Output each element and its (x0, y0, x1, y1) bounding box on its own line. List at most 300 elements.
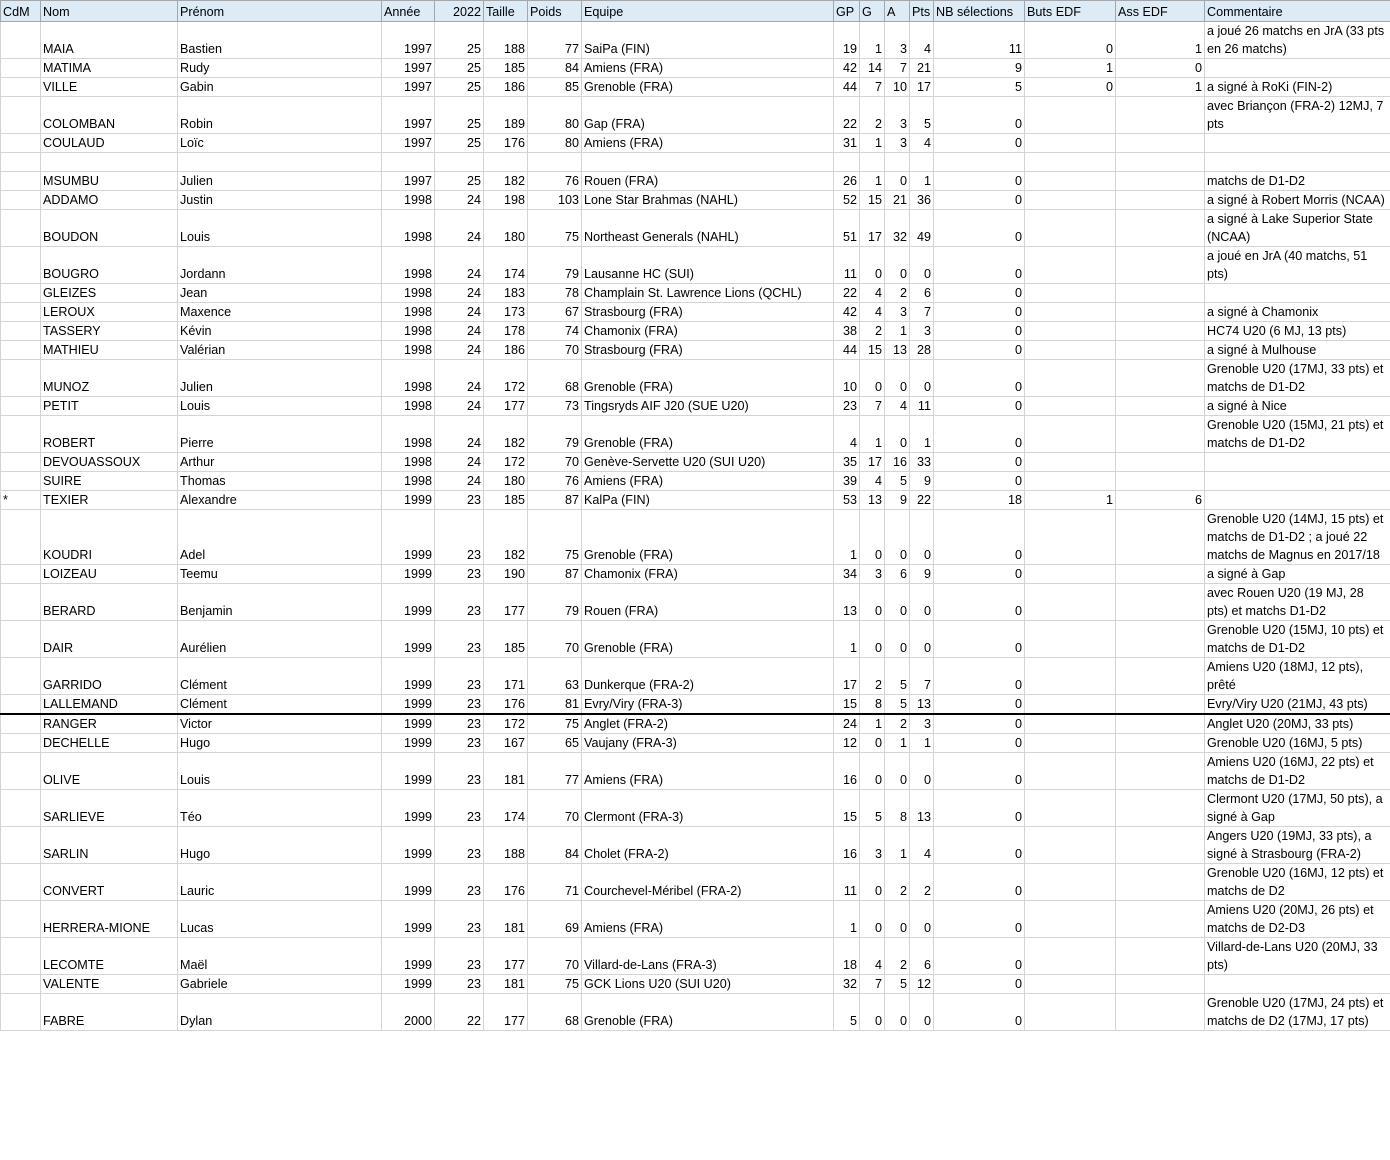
cell-ass-edf[interactable] (1116, 191, 1205, 210)
cell-cdm[interactable] (1, 714, 41, 734)
cell-nom[interactable]: KOUDRI (41, 510, 178, 565)
cell-prenom[interactable]: Julien (178, 360, 382, 397)
cell-taille[interactable]: 180 (484, 472, 528, 491)
cell-commentaire[interactable]: matchs de D1-D2 (1205, 172, 1390, 191)
cell-g[interactable]: 3 (860, 565, 885, 584)
cell-cdm[interactable] (1, 510, 41, 565)
cell-age-2022[interactable]: 23 (435, 621, 484, 658)
cell-poids[interactable]: 70 (528, 790, 582, 827)
cell-commentaire[interactable]: a joué 26 matchs en JrA (33 pts en 26 matchs) (1205, 22, 1390, 59)
cell-poids[interactable]: 76 (528, 172, 582, 191)
cell-prenom[interactable]: Bastien (178, 22, 382, 59)
cell-poids[interactable]: 79 (528, 416, 582, 453)
cell-prenom[interactable]: Louis (178, 753, 382, 790)
cell-buts-edf[interactable] (1025, 714, 1116, 734)
cell-taille[interactable]: 171 (484, 658, 528, 695)
cell-gp[interactable]: 15 (834, 695, 860, 715)
cell-nom[interactable]: RANGER (41, 714, 178, 734)
cell-cdm[interactable] (1, 22, 41, 59)
cell-prenom[interactable]: Arthur (178, 453, 382, 472)
cell-a[interactable]: 2 (885, 714, 910, 734)
cell-annee[interactable]: 1999 (382, 584, 435, 621)
cell-nb-selections[interactable]: 0 (934, 360, 1025, 397)
cell-ass-edf[interactable] (1116, 322, 1205, 341)
cell-commentaire[interactable]: Amiens U20 (16MJ, 22 pts) et matchs de D1-D2 (1205, 753, 1390, 790)
cell-a[interactable]: 0 (885, 247, 910, 284)
cell-commentaire[interactable]: Grenoble U20 (17MJ, 33 pts) et matchs de D1-D2 (1205, 360, 1390, 397)
cell-cdm[interactable] (1, 753, 41, 790)
column-header-nb-selections[interactable]: NB sélections (934, 1, 1025, 22)
cell-nb-selections[interactable]: 9 (934, 59, 1025, 78)
cell-gp[interactable]: 53 (834, 491, 860, 510)
cell-nb-selections[interactable]: 0 (934, 397, 1025, 416)
cell-pts[interactable]: 0 (910, 753, 934, 790)
column-header-nom[interactable]: Nom (41, 1, 178, 22)
cell-age-2022[interactable]: 24 (435, 397, 484, 416)
cell-equipe[interactable]: Dunkerque (FRA-2) (582, 658, 834, 695)
cell-g[interactable]: 0 (860, 734, 885, 753)
cell-nb-selections[interactable]: 0 (934, 284, 1025, 303)
cell-age-2022[interactable]: 24 (435, 472, 484, 491)
cell-pts[interactable]: 0 (910, 584, 934, 621)
cell-age-2022[interactable]: 23 (435, 864, 484, 901)
cell-cdm[interactable] (1, 621, 41, 658)
cell-nb-selections[interactable]: 11 (934, 22, 1025, 59)
cell-nom[interactable]: FABRE (41, 994, 178, 1031)
cell-taille[interactable]: 181 (484, 753, 528, 790)
cell-annee[interactable]: 1997 (382, 97, 435, 134)
cell-prenom[interactable]: Hugo (178, 734, 382, 753)
cell-nom[interactable]: VALENTE (41, 975, 178, 994)
cell-taille[interactable]: 173 (484, 303, 528, 322)
cell-cdm[interactable] (1, 210, 41, 247)
cell-poids[interactable]: 79 (528, 584, 582, 621)
cell-a[interactable]: 3 (885, 303, 910, 322)
cell-gp[interactable]: 52 (834, 191, 860, 210)
cell-prenom[interactable]: Julien (178, 172, 382, 191)
cell-g[interactable]: 0 (860, 510, 885, 565)
cell-ass-edf[interactable] (1116, 584, 1205, 621)
cell-taille[interactable]: 177 (484, 938, 528, 975)
cell-pts[interactable]: 11 (910, 397, 934, 416)
cell-commentaire[interactable] (1205, 472, 1390, 491)
cell-ass-edf[interactable] (1116, 210, 1205, 247)
cell-equipe[interactable]: Grenoble (FRA) (582, 416, 834, 453)
cell-g[interactable]: 0 (860, 901, 885, 938)
cell-buts-edf[interactable] (1025, 975, 1116, 994)
cell-poids[interactable]: 87 (528, 491, 582, 510)
cell-annee[interactable]: 1998 (382, 397, 435, 416)
cell-pts[interactable]: 7 (910, 658, 934, 695)
cell-ass-edf[interactable] (1116, 303, 1205, 322)
cell-g[interactable]: 7 (860, 975, 885, 994)
column-header-equipe[interactable]: Equipe (582, 1, 834, 22)
cell-a[interactable]: 0 (885, 416, 910, 453)
cell-taille[interactable]: 183 (484, 284, 528, 303)
cell-taille[interactable]: 177 (484, 584, 528, 621)
cell-prenom[interactable]: Téo (178, 790, 382, 827)
cell-nb-selections[interactable]: 0 (934, 753, 1025, 790)
cell-age-2022[interactable]: 23 (435, 753, 484, 790)
cell-poids[interactable]: 68 (528, 994, 582, 1031)
cell-pts[interactable]: 9 (910, 565, 934, 584)
cell-buts-edf[interactable] (1025, 341, 1116, 360)
cell-gp[interactable]: 4 (834, 416, 860, 453)
cell-ass-edf[interactable] (1116, 565, 1205, 584)
cell-ass-edf[interactable] (1116, 172, 1205, 191)
cell-commentaire[interactable]: avec Rouen U20 (19 MJ, 28 pts) et matchs D1-D2 (1205, 584, 1390, 621)
cell-poids[interactable]: 69 (528, 901, 582, 938)
cell-cdm[interactable] (1, 938, 41, 975)
cell-age-2022[interactable]: 24 (435, 416, 484, 453)
cell-equipe[interactable]: Anglet (FRA-2) (582, 714, 834, 734)
cell-age-2022[interactable]: 23 (435, 975, 484, 994)
cell-a[interactable]: 9 (885, 491, 910, 510)
cell-taille[interactable]: 185 (484, 621, 528, 658)
cell-prenom[interactable]: Victor (178, 714, 382, 734)
cell-equipe[interactable]: Chamonix (FRA) (582, 322, 834, 341)
cell-gp[interactable]: 23 (834, 397, 860, 416)
cell-age-2022[interactable]: 24 (435, 360, 484, 397)
cell-g[interactable]: 17 (860, 453, 885, 472)
cell-equipe[interactable]: Strasbourg (FRA) (582, 341, 834, 360)
cell-ass-edf[interactable] (1116, 734, 1205, 753)
cell-poids[interactable]: 74 (528, 322, 582, 341)
cell-age-2022[interactable]: 23 (435, 827, 484, 864)
cell-age-2022[interactable]: 24 (435, 284, 484, 303)
cell-ass-edf[interactable]: 0 (1116, 59, 1205, 78)
cell-nb-selections[interactable]: 0 (934, 565, 1025, 584)
column-header-annee[interactable]: Année (382, 1, 435, 22)
cell-a[interactable]: 2 (885, 284, 910, 303)
cell-nb-selections[interactable]: 0 (934, 827, 1025, 864)
column-header-taille[interactable]: Taille (484, 1, 528, 22)
cell-g[interactable]: 1 (860, 22, 885, 59)
cell-buts-edf[interactable] (1025, 827, 1116, 864)
cell-equipe[interactable]: Grenoble (FRA) (582, 510, 834, 565)
cell-a[interactable]: 0 (885, 172, 910, 191)
cell-taille[interactable]: 182 (484, 510, 528, 565)
cell-commentaire[interactable]: Angers U20 (19MJ, 33 pts), a signé à Strasbourg (FRA-2) (1205, 827, 1390, 864)
cell-equipe[interactable]: Villard-de-Lans (FRA-3) (582, 938, 834, 975)
cell-commentaire[interactable]: Evry/Viry U20 (21MJ, 43 pts) (1205, 695, 1390, 715)
cell-nom[interactable]: BERARD (41, 584, 178, 621)
cell-nb-selections[interactable]: 0 (934, 472, 1025, 491)
cell-prenom[interactable]: Gabin (178, 78, 382, 97)
cell-a[interactable]: 4 (885, 397, 910, 416)
cell-equipe[interactable] (582, 153, 834, 172)
cell-pts[interactable]: 13 (910, 790, 934, 827)
cell-nom[interactable]: TASSERY (41, 322, 178, 341)
cell-age-2022[interactable]: 23 (435, 938, 484, 975)
cell-cdm[interactable] (1, 191, 41, 210)
cell-buts-edf[interactable] (1025, 360, 1116, 397)
cell-nb-selections[interactable]: 0 (934, 864, 1025, 901)
cell-gp[interactable]: 35 (834, 453, 860, 472)
cell-pts[interactable]: 5 (910, 97, 934, 134)
cell-poids[interactable]: 77 (528, 753, 582, 790)
cell-a[interactable]: 13 (885, 341, 910, 360)
cell-cdm[interactable] (1, 994, 41, 1031)
cell-equipe[interactable]: Grenoble (FRA) (582, 994, 834, 1031)
cell-cdm[interactable] (1, 303, 41, 322)
cell-a[interactable]: 0 (885, 753, 910, 790)
cell-cdm[interactable] (1, 397, 41, 416)
cell-taille[interactable]: 186 (484, 78, 528, 97)
cell-poids[interactable]: 68 (528, 360, 582, 397)
cell-g[interactable]: 0 (860, 360, 885, 397)
cell-age-2022[interactable]: 23 (435, 695, 484, 715)
cell-nb-selections[interactable]: 0 (934, 210, 1025, 247)
cell-annee[interactable]: 1998 (382, 453, 435, 472)
cell-g[interactable]: 0 (860, 864, 885, 901)
cell-prenom[interactable]: Louis (178, 210, 382, 247)
cell-nom[interactable]: DECHELLE (41, 734, 178, 753)
cell-equipe[interactable]: Genève-Servette U20 (SUI U20) (582, 453, 834, 472)
cell-equipe[interactable]: Grenoble (FRA) (582, 360, 834, 397)
cell-age-2022[interactable]: 23 (435, 565, 484, 584)
cell-equipe[interactable]: Vaujany (FRA-3) (582, 734, 834, 753)
cell-nb-selections[interactable]: 0 (934, 695, 1025, 715)
cell-poids[interactable]: 84 (528, 59, 582, 78)
cell-nb-selections[interactable]: 0 (934, 416, 1025, 453)
cell-prenom[interactable]: Dylan (178, 994, 382, 1031)
cell-cdm[interactable] (1, 695, 41, 715)
cell-a[interactable]: 1 (885, 827, 910, 864)
cell-buts-edf[interactable] (1025, 472, 1116, 491)
cell-annee[interactable]: 1997 (382, 59, 435, 78)
cell-taille[interactable]: 185 (484, 491, 528, 510)
cell-taille[interactable]: 190 (484, 565, 528, 584)
cell-prenom[interactable]: Maxence (178, 303, 382, 322)
cell-commentaire[interactable]: a joué en JrA (40 matchs, 51 pts) (1205, 247, 1390, 284)
cell-commentaire[interactable]: Villard-de-Lans U20 (20MJ, 33 pts) (1205, 938, 1390, 975)
cell-a[interactable] (885, 153, 910, 172)
cell-age-2022[interactable]: 23 (435, 901, 484, 938)
column-header-gp[interactable]: GP (834, 1, 860, 22)
cell-ass-edf[interactable] (1116, 360, 1205, 397)
cell-annee[interactable]: 1999 (382, 827, 435, 864)
cell-nom[interactable]: BOUDON (41, 210, 178, 247)
cell-age-2022[interactable]: 23 (435, 714, 484, 734)
cell-poids[interactable]: 80 (528, 97, 582, 134)
cell-equipe[interactable]: Cholet (FRA-2) (582, 827, 834, 864)
cell-nom[interactable]: SARLIEVE (41, 790, 178, 827)
cell-gp[interactable]: 12 (834, 734, 860, 753)
cell-ass-edf[interactable] (1116, 621, 1205, 658)
cell-prenom[interactable]: Loïc (178, 134, 382, 153)
cell-ass-edf[interactable]: 1 (1116, 78, 1205, 97)
cell-a[interactable]: 0 (885, 510, 910, 565)
cell-nb-selections[interactable]: 0 (934, 510, 1025, 565)
cell-a[interactable]: 16 (885, 453, 910, 472)
cell-ass-edf[interactable] (1116, 134, 1205, 153)
cell-taille[interactable]: 172 (484, 453, 528, 472)
cell-a[interactable]: 7 (885, 59, 910, 78)
cell-age-2022[interactable] (435, 153, 484, 172)
cell-buts-edf[interactable] (1025, 153, 1116, 172)
cell-equipe[interactable]: Amiens (FRA) (582, 753, 834, 790)
cell-nom[interactable]: MAIA (41, 22, 178, 59)
cell-annee[interactable]: 2000 (382, 994, 435, 1031)
cell-age-2022[interactable]: 24 (435, 303, 484, 322)
cell-nb-selections[interactable]: 0 (934, 790, 1025, 827)
column-header-a[interactable]: A (885, 1, 910, 22)
cell-equipe[interactable]: Amiens (FRA) (582, 472, 834, 491)
cell-a[interactable]: 8 (885, 790, 910, 827)
cell-gp[interactable]: 11 (834, 247, 860, 284)
cell-pts[interactable]: 9 (910, 472, 934, 491)
cell-nom[interactable]: ROBERT (41, 416, 178, 453)
cell-age-2022[interactable]: 23 (435, 790, 484, 827)
cell-nom[interactable]: MATHIEU (41, 341, 178, 360)
cell-prenom[interactable]: Thomas (178, 472, 382, 491)
cell-buts-edf[interactable] (1025, 753, 1116, 790)
cell-gp[interactable]: 16 (834, 827, 860, 864)
cell-commentaire[interactable]: Anglet U20 (20MJ, 33 pts) (1205, 714, 1390, 734)
cell-annee[interactable]: 1998 (382, 416, 435, 453)
cell-ass-edf[interactable] (1116, 938, 1205, 975)
cell-g[interactable]: 7 (860, 78, 885, 97)
cell-prenom[interactable]: Aurélien (178, 621, 382, 658)
cell-equipe[interactable]: Chamonix (FRA) (582, 565, 834, 584)
cell-ass-edf[interactable] (1116, 753, 1205, 790)
cell-prenom[interactable]: Lauric (178, 864, 382, 901)
cell-ass-edf[interactable] (1116, 827, 1205, 864)
cell-nb-selections[interactable]: 0 (934, 134, 1025, 153)
cell-poids[interactable]: 80 (528, 134, 582, 153)
cell-gp[interactable]: 44 (834, 341, 860, 360)
cell-a[interactable]: 2 (885, 938, 910, 975)
cell-poids[interactable]: 76 (528, 472, 582, 491)
cell-gp[interactable]: 5 (834, 994, 860, 1031)
cell-age-2022[interactable]: 25 (435, 22, 484, 59)
cell-cdm[interactable] (1, 416, 41, 453)
cell-taille[interactable]: 185 (484, 59, 528, 78)
cell-taille[interactable]: 177 (484, 994, 528, 1031)
cell-gp[interactable]: 1 (834, 901, 860, 938)
cell-prenom[interactable]: Pierre (178, 416, 382, 453)
cell-gp[interactable]: 18 (834, 938, 860, 975)
cell-gp[interactable]: 42 (834, 59, 860, 78)
cell-poids[interactable]: 70 (528, 938, 582, 975)
cell-nb-selections[interactable]: 0 (934, 584, 1025, 621)
cell-pts[interactable]: 0 (910, 247, 934, 284)
cell-equipe[interactable]: Amiens (FRA) (582, 901, 834, 938)
cell-prenom[interactable]: Hugo (178, 827, 382, 864)
cell-age-2022[interactable]: 23 (435, 510, 484, 565)
cell-prenom[interactable]: Clément (178, 695, 382, 715)
cell-taille[interactable]: 172 (484, 714, 528, 734)
cell-gp[interactable]: 51 (834, 210, 860, 247)
cell-taille[interactable]: 177 (484, 397, 528, 416)
cell-pts[interactable]: 0 (910, 994, 934, 1031)
cell-g[interactable]: 0 (860, 753, 885, 790)
cell-poids[interactable]: 103 (528, 191, 582, 210)
cell-poids[interactable]: 67 (528, 303, 582, 322)
cell-taille[interactable]: 198 (484, 191, 528, 210)
cell-nb-selections[interactable]: 0 (934, 341, 1025, 360)
cell-a[interactable]: 5 (885, 975, 910, 994)
cell-annee[interactable]: 1999 (382, 565, 435, 584)
cell-buts-edf[interactable] (1025, 901, 1116, 938)
cell-taille[interactable]: 176 (484, 695, 528, 715)
cell-equipe[interactable]: Northeast Generals (NAHL) (582, 210, 834, 247)
cell-nom[interactable]: BOUGRO (41, 247, 178, 284)
column-header-age-2022[interactable]: 2022 (435, 1, 484, 22)
cell-commentaire[interactable] (1205, 975, 1390, 994)
cell-annee[interactable]: 1998 (382, 360, 435, 397)
cell-cdm[interactable] (1, 134, 41, 153)
cell-commentaire[interactable]: a signé à Gap (1205, 565, 1390, 584)
column-header-g[interactable]: G (860, 1, 885, 22)
cell-ass-edf[interactable] (1116, 994, 1205, 1031)
cell-pts[interactable]: 6 (910, 938, 934, 975)
cell-prenom[interactable]: Rudy (178, 59, 382, 78)
cell-age-2022[interactable]: 25 (435, 59, 484, 78)
cell-cdm[interactable]: * (1, 491, 41, 510)
cell-equipe[interactable]: Amiens (FRA) (582, 134, 834, 153)
cell-annee[interactable]: 1999 (382, 938, 435, 975)
cell-nb-selections[interactable]: 0 (934, 303, 1025, 322)
cell-g[interactable]: 14 (860, 59, 885, 78)
cell-buts-edf[interactable] (1025, 284, 1116, 303)
cell-buts-edf[interactable] (1025, 864, 1116, 901)
cell-a[interactable]: 0 (885, 360, 910, 397)
cell-cdm[interactable] (1, 360, 41, 397)
cell-pts[interactable]: 4 (910, 134, 934, 153)
cell-nom[interactable]: OLIVE (41, 753, 178, 790)
cell-age-2022[interactable]: 25 (435, 97, 484, 134)
cell-commentaire[interactable]: a signé à Robert Morris (NCAA) (1205, 191, 1390, 210)
cell-g[interactable]: 0 (860, 247, 885, 284)
cell-nom[interactable] (41, 153, 178, 172)
cell-ass-edf[interactable] (1116, 658, 1205, 695)
cell-equipe[interactable]: Grenoble (FRA) (582, 78, 834, 97)
cell-pts[interactable]: 1 (910, 416, 934, 453)
cell-buts-edf[interactable] (1025, 734, 1116, 753)
cell-taille[interactable]: 172 (484, 360, 528, 397)
cell-a[interactable]: 5 (885, 472, 910, 491)
cell-annee[interactable]: 1997 (382, 78, 435, 97)
cell-annee[interactable]: 1999 (382, 695, 435, 715)
cell-cdm[interactable] (1, 864, 41, 901)
cell-annee[interactable]: 1997 (382, 172, 435, 191)
cell-buts-edf[interactable] (1025, 134, 1116, 153)
cell-buts-edf[interactable] (1025, 322, 1116, 341)
cell-commentaire[interactable]: Grenoble U20 (16MJ, 12 pts) et matchs de D2 (1205, 864, 1390, 901)
cell-buts-edf[interactable] (1025, 994, 1116, 1031)
cell-nom[interactable]: DEVOUASSOUX (41, 453, 178, 472)
cell-pts[interactable]: 3 (910, 322, 934, 341)
cell-pts[interactable]: 7 (910, 303, 934, 322)
cell-equipe[interactable]: Tingsryds AIF J20 (SUE U20) (582, 397, 834, 416)
cell-ass-edf[interactable] (1116, 284, 1205, 303)
cell-poids[interactable]: 79 (528, 247, 582, 284)
cell-equipe[interactable]: Clermont (FRA-3) (582, 790, 834, 827)
cell-cdm[interactable] (1, 341, 41, 360)
cell-gp[interactable]: 11 (834, 864, 860, 901)
cell-nom[interactable]: LEROUX (41, 303, 178, 322)
cell-g[interactable]: 1 (860, 714, 885, 734)
cell-pts[interactable]: 21 (910, 59, 934, 78)
cell-annee[interactable]: 1999 (382, 753, 435, 790)
cell-prenom[interactable]: Maël (178, 938, 382, 975)
cell-annee[interactable]: 1999 (382, 975, 435, 994)
cell-equipe[interactable]: KalPa (FIN) (582, 491, 834, 510)
cell-age-2022[interactable]: 23 (435, 658, 484, 695)
cell-commentaire[interactable]: HC74 U20 (6 MJ, 13 pts) (1205, 322, 1390, 341)
